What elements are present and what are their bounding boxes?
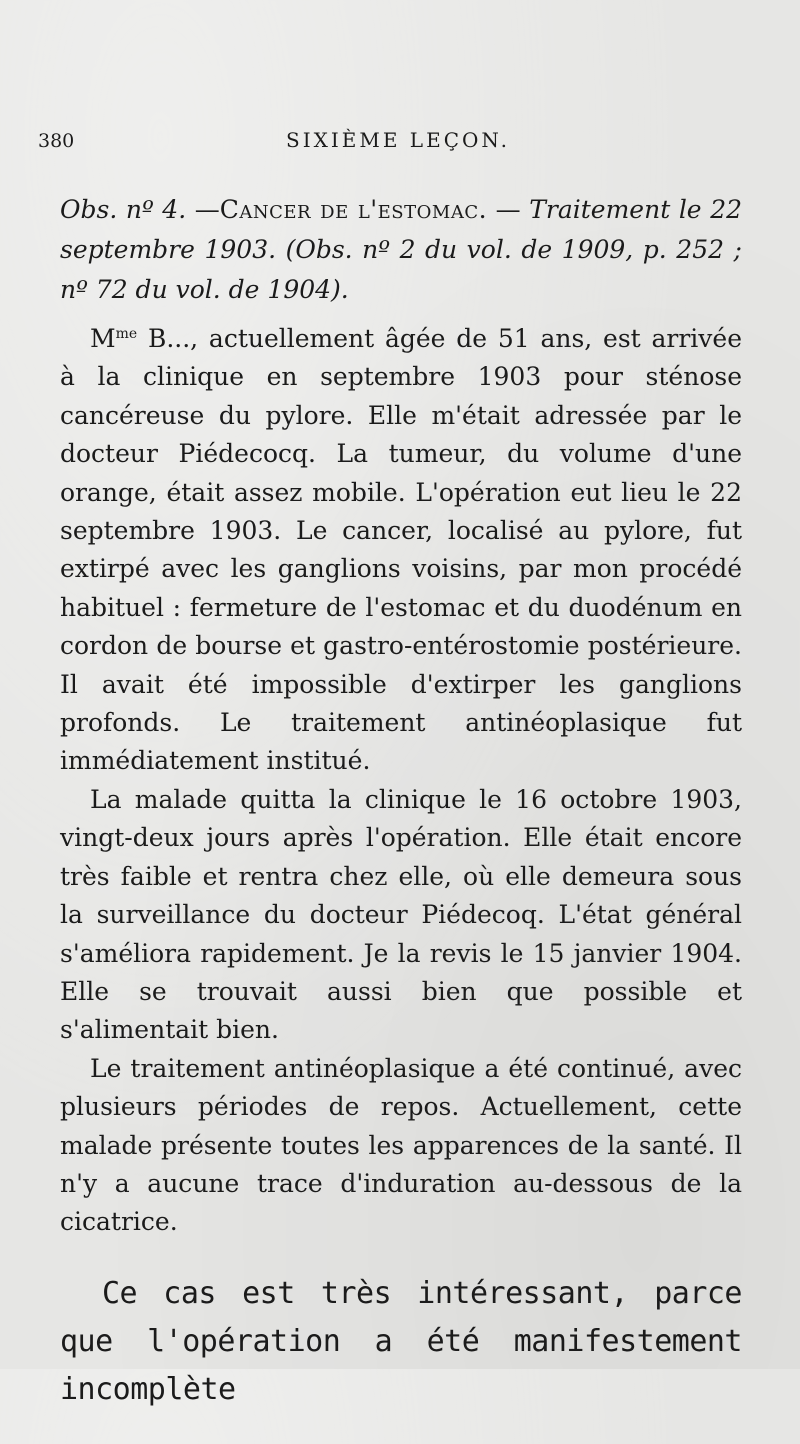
running-title: SIXIÈME LEÇON. [286, 128, 510, 152]
running-head [38, 124, 758, 160]
paragraph-1 [60, 320, 742, 781]
paragraph-1-prefix: M [90, 324, 116, 353]
paragraph-1-text: B..., actuellement âgée de 51 ans, est arrivée à la clinique en septembre 1903 pour sténose cancéreuse du pylore. Elle m'était adressée par le docteur Piédecocq. La tumeur, du volume d'une orange, était assez mobile. L'opération eut lieu le 22 septembre 1903. Le cancer, localisé au pylore, fut extirpé avec les ganglions voisins, par mon procédé habituel : fermeture de l'estomac et du duodénum en cordon de bourse et gastro-entérostomie postérieure. Il avait été impossible d'extirper les ganglions profonds. Le traitement antinéoplasique fut immédiatement institué. [60, 324, 742, 776]
observation-dash: — [186, 195, 220, 224]
observation-references: (Obs. nº 2 du vol. de 1909, p. 252 ; nº 72 du vol. de 1904). [60, 235, 742, 304]
observation-title: Cancer de l'estomac. [219, 195, 488, 224]
body-text [60, 190, 742, 1444]
page-number: 380 [38, 130, 75, 152]
observation-heading [60, 190, 742, 310]
paragraph-2: La malade quitta la clinique le 16 octobre 1903, vingt-deux jours après l'opération. Elle était encore très faible et rentra chez elle, où elle demeura sous la surveillance du docteur Piédecoq. L'état général s'améliora rapidement. Je la revis le 15 janvier 1904. Elle se trouvait aussi bien que possible et s'alimentait bien. [60, 784, 742, 1045]
paragraph-4: Ce cas est très intéressant, parce que l'opération a été manifestement incomplète [60, 1275, 742, 1407]
paragraph-1-superscript: me [115, 326, 138, 342]
observation-treatment: Traitement le 22 septembre 1903. [60, 195, 743, 264]
paragraph-3: Le traitement antinéoplasique a été continué, avec plusieurs périodes de repos. Actuellement, cette malade présente toutes les apparences de la santé. Il n'y a aucune trace d'induration au-dessous de la cicatrice. [60, 1053, 742, 1237]
observation-number: Obs. nº 4. [60, 195, 187, 224]
observation-dash-2: — [487, 195, 530, 224]
